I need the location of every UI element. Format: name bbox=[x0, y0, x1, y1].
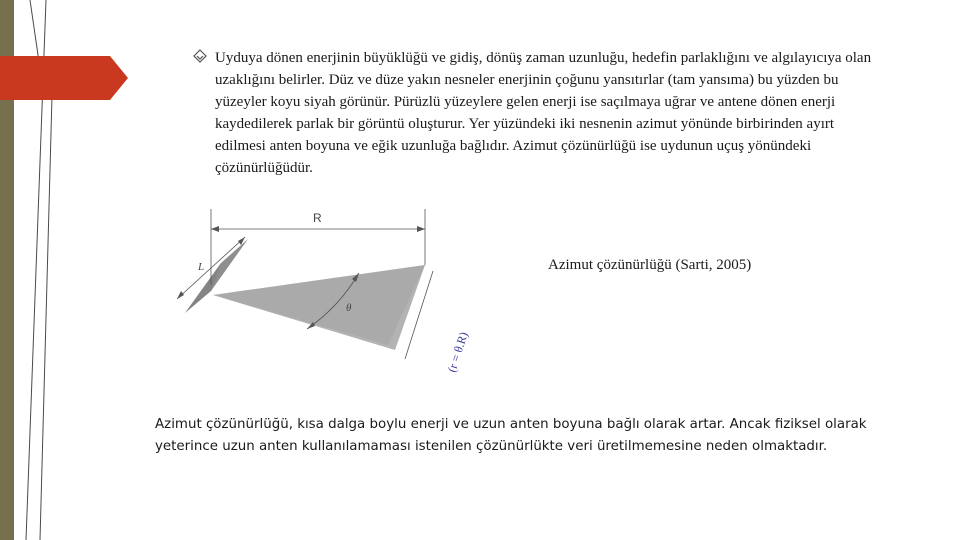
diamond-bullet-icon bbox=[193, 49, 207, 63]
figure-caption: Azimut çözünürlüğü (Sarti, 2005) bbox=[548, 257, 752, 273]
label-R: R bbox=[313, 211, 322, 225]
label-formula: (r = θ.R) bbox=[444, 330, 471, 374]
azimuth-resolution-diagram bbox=[163, 195, 486, 377]
label-L: L bbox=[198, 261, 205, 273]
footer-paragraph: Azimut çözünürlüğü, kısa dalga boylu enerji ve uzun anten boyuna bağlı olarak artar. Ancak fiziksel olarak yeterince uzun anten kullanılamaması istenilen çözünürlükte veri üretilmemesine neden olmaktadır. bbox=[155, 417, 867, 454]
bullet-paragraph bbox=[193, 47, 873, 179]
bullet-text: Uyduya dönen enerjinin büyüklüğü ve gidiş, dönüş zaman uzunluğu, hedefin parlaklığını ve algılayıcıya olan uzaklığını belirler. Düz ve düze yakın nesneler enerjinin çoğunu yansıtırlar (tam yansıma) bu yüzden bu yüzeyler koyu siyah görünür. Pürüzlü yüzeylere gelen enerji ise saçılmaya uğrar ve antene dönen enerji kaydedilerek parlak bir görüntü oluşturur. Yer yüzündeki iki nesnenin azimut yönünde birbirinden ayırt edilmesi anten boyuna ve eğik uzunluğa bağlıdır. Azimut çözünürlüğü ise uydunun uçuş yönündeki çözünürlüğüdür. bbox=[215, 50, 872, 176]
label-theta: θ bbox=[346, 302, 352, 314]
accent-arrow-shape bbox=[0, 56, 130, 100]
